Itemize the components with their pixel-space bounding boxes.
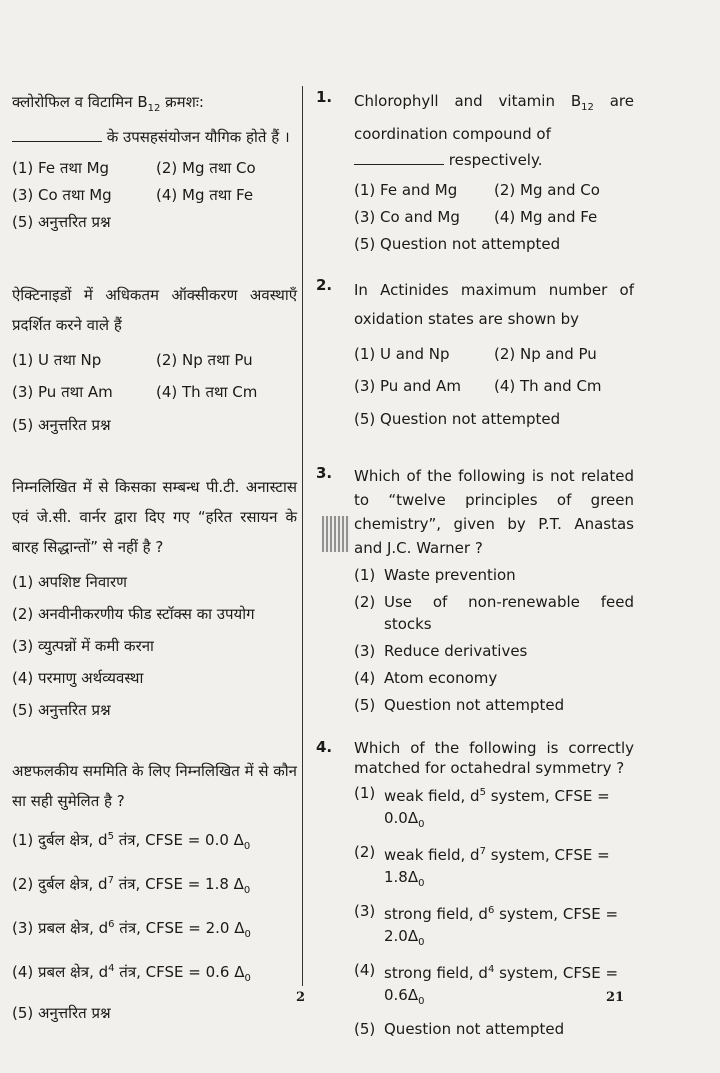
option: weak field, $d^5$ system, CFSE = $0.0\Delta_0$	[384, 787, 610, 830]
option: Question not attempted	[384, 696, 565, 714]
option: (4) परमाणु अर्थव्यवस्था	[12, 669, 144, 687]
hindi-q2-stem: ऐक्टिनाइडों में अधिकतम ऑक्सीकरण अवस्थाएँ प्रदर्शित करने वाले हैं	[12, 286, 297, 334]
option: (1) दुर्बल क्षेत्र, $d^5$ तंत्र, CFSE = 0.0 $\Delta_0$	[12, 831, 251, 852]
option: (3) Pu and Am	[354, 377, 461, 395]
english-q2-stem: In Actinides maximum number of oxidation states are shown by	[354, 281, 634, 328]
option: (2) Np and Pu	[494, 345, 597, 363]
option: Atom economy	[384, 669, 498, 687]
english-q1-options	[354, 177, 634, 258]
answer-blank	[12, 127, 102, 142]
english-q4-options: (1) weak field, $d^5$ system, CFSE = $0.0\Delta_0$ (2) weak field, $d^7$ system, CFSE = $1.8\Delta_0$ (3) strong field, $d^6$ system, CFSE = $2.0\Delta_0$ (4) strong field, $d^4$ system, CFSE = $0.6\Delta_0$ (5) Question not attempted	[354, 784, 619, 1038]
page-number-left: 2	[296, 990, 306, 1005]
option: (3) Co तथा Mg	[12, 186, 112, 204]
option: strong field, $d^6$ system, CFSE = $2.0\Delta_0$	[384, 905, 619, 948]
hindi-question-3	[12, 472, 297, 726]
option: (1) Fe and Mg	[354, 181, 458, 199]
option: (1) U and Np	[354, 345, 450, 363]
option: (2) अनवीनीकरणीय फीड स्टॉक्स का उपयोग	[12, 605, 255, 623]
page-number-right: 21	[606, 990, 625, 1005]
qr-code-icon	[322, 516, 350, 552]
option: (2) Mg and Co	[494, 181, 600, 199]
option: (1) अपशिष्ट निवारण	[12, 573, 128, 591]
option: (2) Mg तथा Co	[156, 159, 256, 177]
hindi-q3-options	[12, 566, 297, 726]
option: (3) व्युत्पन्नों में कमी करना	[12, 637, 154, 655]
option: (5) अनुत्तरित प्रश्न	[12, 213, 111, 231]
option: (4) प्रबल क्षेत्र, $d^4$ तंत्र, CFSE = 0.6 $\Delta_0$	[12, 963, 251, 984]
hindi-q3-stem: निम्नलिखित में से किसका सम्बन्ध पी.टी. अनास्टास एवं जे.सी. वार्नर द्वारा दिए गए “हरित रसायन के बारह सिद्धान्तों” से नहीं है ?	[12, 478, 297, 556]
option: (5) Question not attempted	[354, 410, 561, 428]
option: Use of non-renewable feed stocks	[384, 593, 634, 633]
option: (2) दुर्बल क्षेत्र, $d^7$ तंत्र, CFSE = 1.8 $\Delta_0$	[12, 875, 251, 896]
question-number: 2.	[316, 276, 333, 294]
option: (1) Fe तथा Mg	[12, 159, 110, 177]
option: (1) U तथा Np	[12, 351, 102, 369]
option: (3) Pu तथा Am	[12, 383, 113, 401]
option: (3) Co and Mg	[354, 208, 460, 226]
option: Waste prevention	[384, 566, 516, 584]
hindi-question-2	[12, 280, 297, 442]
hindi-q2-options	[12, 344, 297, 442]
option: (5) Question not attempted	[354, 235, 561, 253]
option: (4) Mg and Fe	[494, 208, 598, 226]
option: (3) प्रबल क्षेत्र, $d^6$ तंत्र, CFSE = 2.0 $\Delta_0$	[12, 919, 251, 940]
question-number: 4.	[316, 738, 333, 756]
option: strong field, $d^4$ system, CFSE = $0.6\Delta_0$	[384, 964, 619, 1007]
option: (4) Th and Cm	[494, 377, 602, 395]
hindi-q1-stem: क्लोरोफिल व विटामिन $B_{12}$ क्रमशः: के उपसहसंयोजन यौगिक होते हैं ।	[12, 93, 290, 146]
hindi-question-1	[12, 88, 297, 236]
english-q4-stem: Which of the following is correctly matched for octahedral symmetry ?	[354, 739, 634, 777]
question-number: 3.	[316, 464, 333, 482]
hindi-q1-options	[12, 155, 297, 236]
english-q3-stem: Which of the following is not related to “twelve principles of green chemistry”, given by P.T. Anastas and J.C. Warner ?	[354, 467, 634, 557]
english-q3-options: (1) Waste prevention (2) Use of non-renewable feed stocks (3) Reduce derivatives (4) Atom economy (5) Question not attempted	[354, 566, 634, 714]
question-number: 1.	[316, 88, 333, 106]
option: Question not attempted	[384, 1020, 565, 1038]
english-q2-options	[354, 338, 634, 436]
english-q1-stem: Chlorophyll and vitamin $B_{12}$ are coordination compound of respectively.	[354, 92, 634, 169]
option: (4) Th तथा Cm	[156, 383, 258, 401]
option: weak field, $d^7$ system, CFSE = $1.8\Delta_0$	[384, 846, 610, 889]
answer-blank	[354, 150, 444, 165]
option: (5) अनुत्तरित प्रश्न	[12, 701, 111, 719]
hindi-q4-stem: अष्टफलकीय सममिति के लिए निम्नलिखित में से कौन सा सही सुमेलित है ?	[12, 762, 297, 810]
hindi-q4-options	[12, 820, 297, 1030]
option: (5) अनुत्तरित प्रश्न	[12, 416, 111, 434]
option: (2) Np तथा Pu	[156, 351, 253, 369]
option: (4) Mg तथा Fe	[156, 186, 254, 204]
option: (5) अनुत्तरित प्रश्न	[12, 1004, 111, 1022]
hindi-question-4	[12, 756, 297, 1030]
column-divider	[302, 86, 303, 986]
option: Reduce derivatives	[384, 642, 528, 660]
